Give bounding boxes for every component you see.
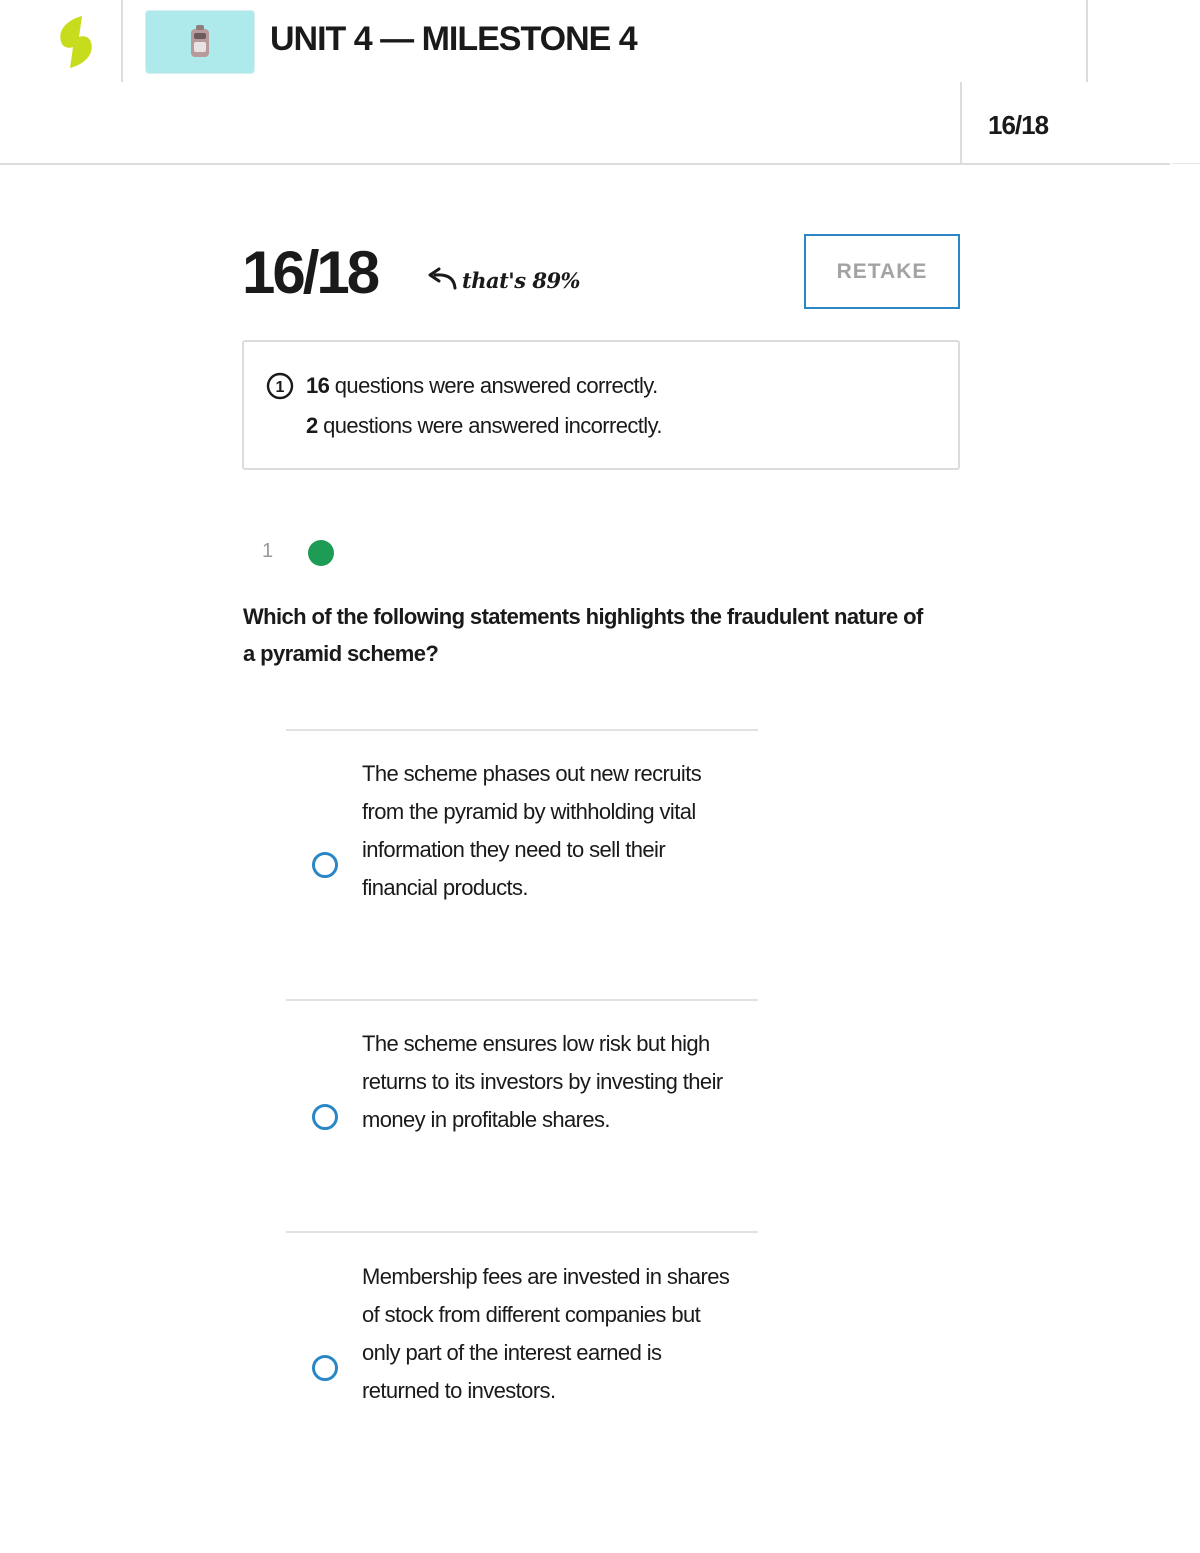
correct-summary-text: questions were answered correctly. [329,373,658,398]
header-divider-right [1086,0,1088,82]
header-divider [121,0,123,82]
answer-option-3[interactable] [286,1233,758,1483]
answer-option-text: Membership fees are invested in shares of stock from different companies but only part of the interest earned is returned to investors. [362,1264,730,1403]
piggy-bank-thumbnail-icon [188,23,212,61]
radio-button-icon[interactable] [312,1355,338,1381]
results-summary [242,340,960,470]
score-value: 16/18 [242,239,378,306]
question-number: 1 [262,540,274,562]
incorrect-summary-text: questions were answered incorrectly. [317,413,662,438]
top-header [0,0,1200,166]
progress-count: 16/18 [988,110,1049,140]
progress-divider [960,82,962,164]
brand-logo-icon[interactable] [52,14,100,70]
radio-button-icon[interactable] [312,852,338,878]
retake-button[interactable]: RETAKE [804,234,960,309]
course-thumbnail [145,10,255,74]
answer-option-text: The scheme ensures low risk but high returns to its investors by investing their money in profitable shares. [362,1031,723,1132]
incorrect-summary [306,413,662,439]
correct-count: 16 [306,373,330,398]
svg-text:1: 1 [275,379,285,396]
curved-arrow-icon [424,266,458,292]
header-rule-right [1172,163,1200,164]
question-status-correct-icon [308,540,334,566]
info-icon [266,372,294,400]
answer-option-2[interactable] [286,1001,758,1231]
header-rule [0,163,1170,165]
question-text: Which of the following statements highlights the fraudulent nature of a pyramid scheme? [243,604,923,666]
radio-button-icon[interactable] [312,1104,338,1130]
correct-summary [306,373,658,399]
answer-option-text: The scheme phases out new recruits from the pyramid by withholding vital information they need to sell their financial products. [362,761,702,900]
answer-option-1[interactable] [286,731,758,999]
course-title: UNIT 4 — MILESTONE 4 [270,20,637,58]
percent-text: that's 89% [462,268,581,293]
incorrect-count: 2 [306,413,318,438]
